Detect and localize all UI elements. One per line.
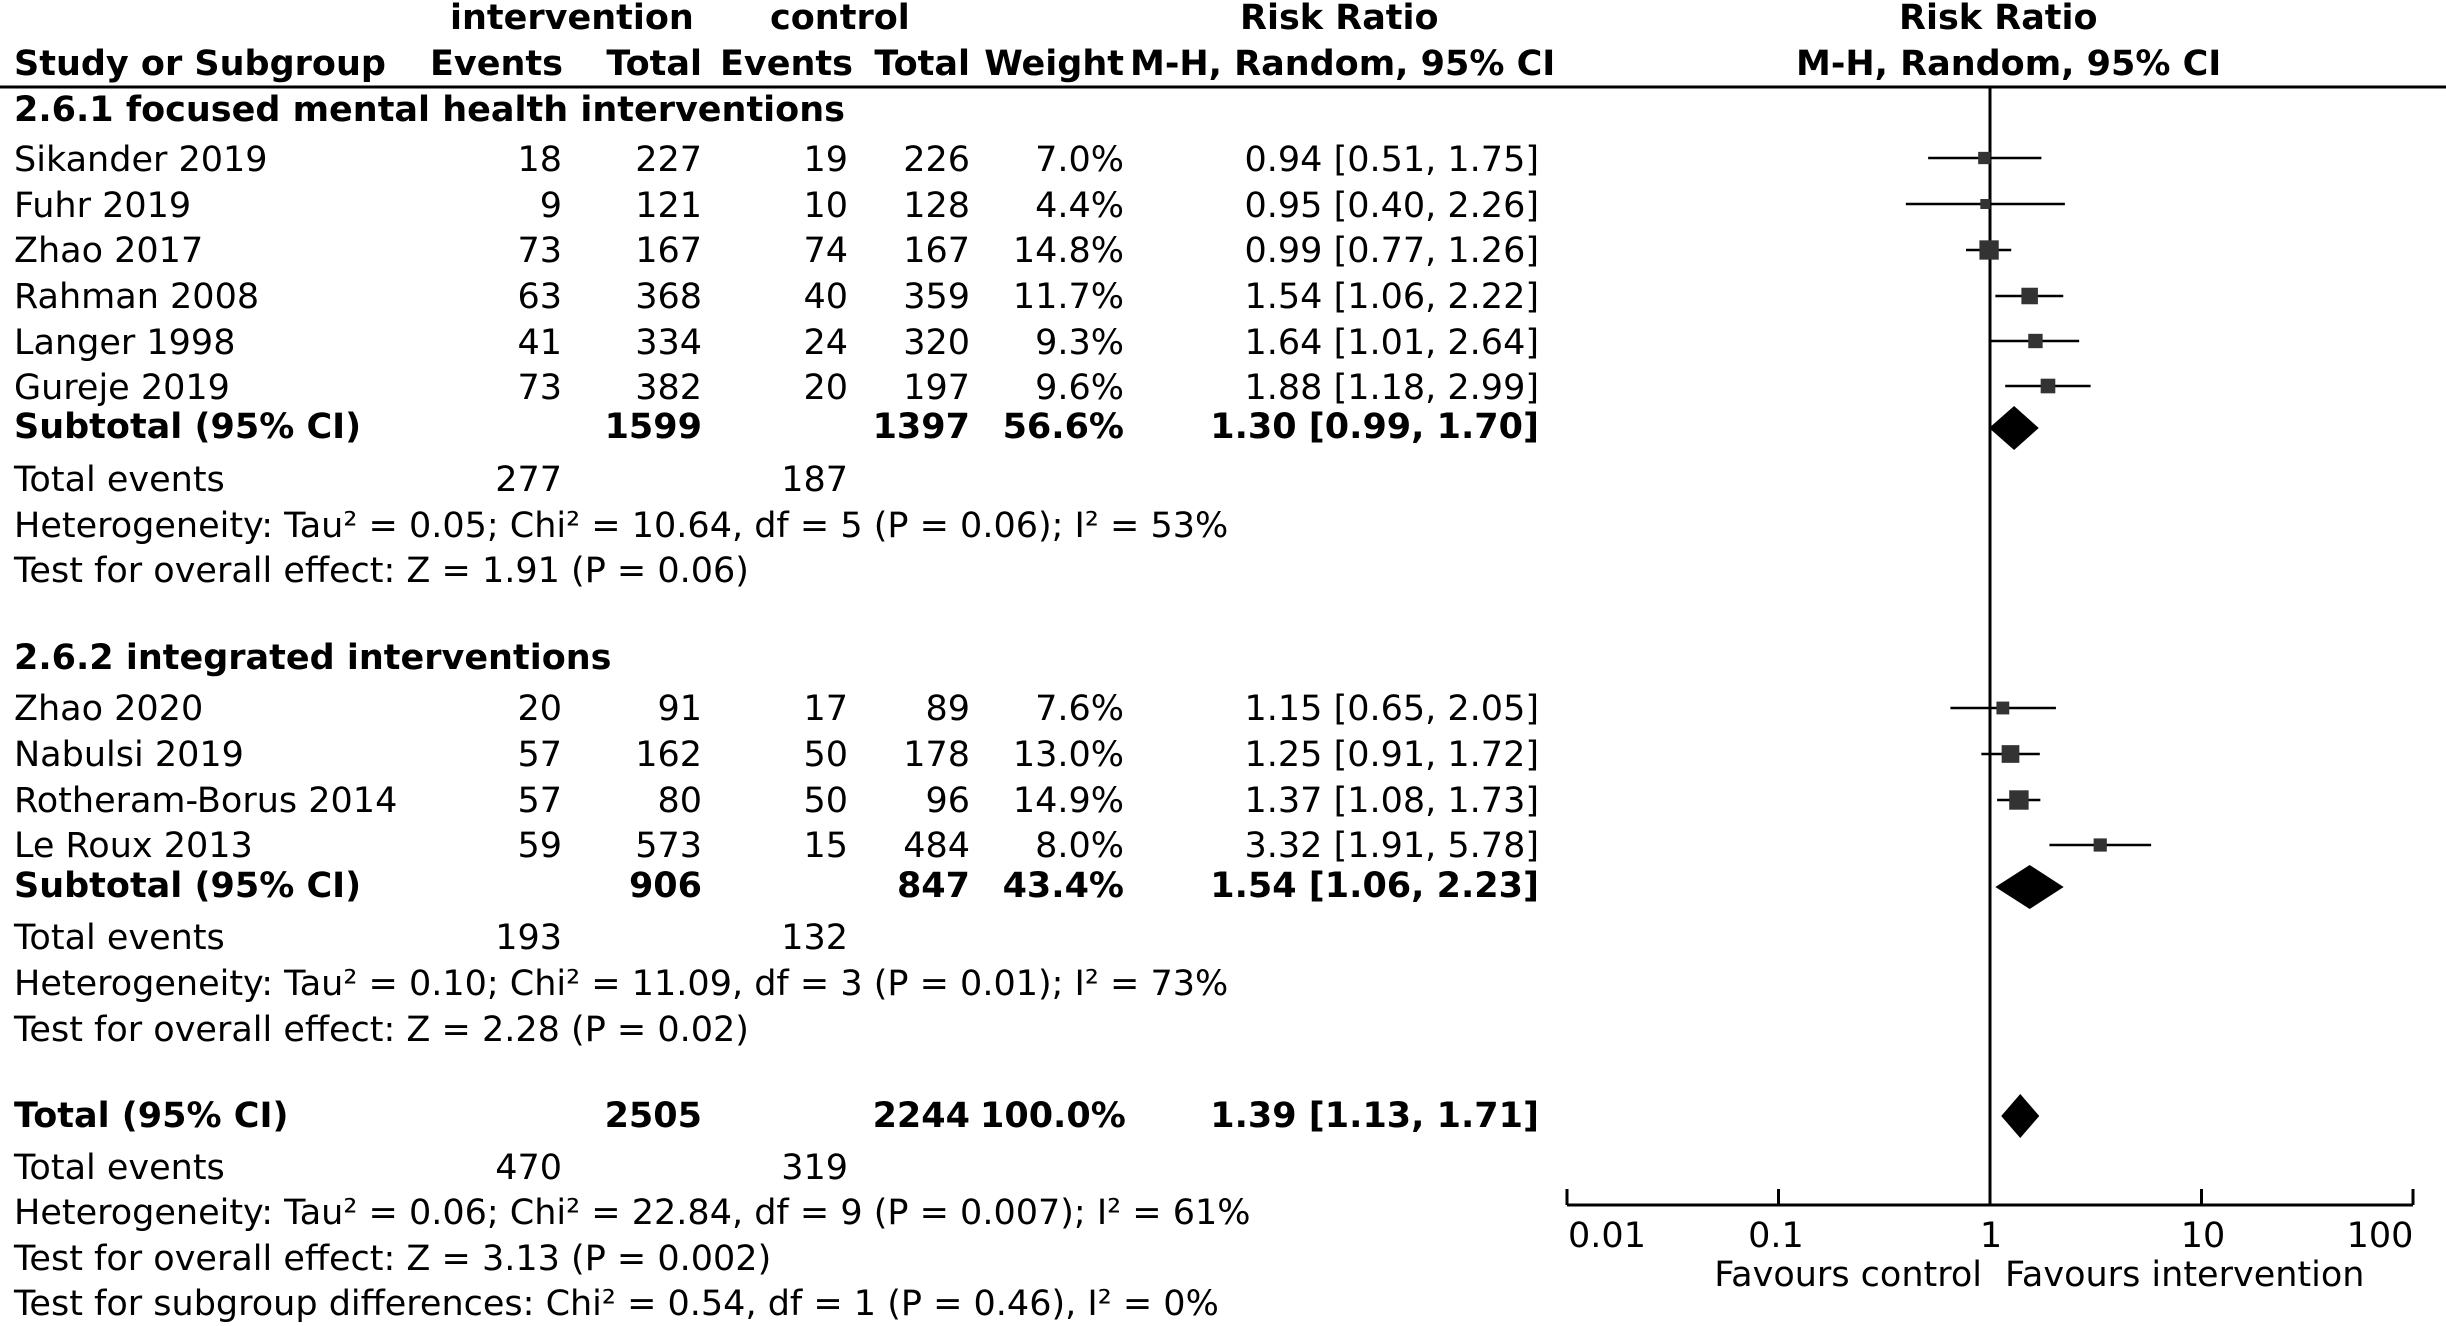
study-name: Sikander 2019 [14, 140, 268, 180]
study-column-header: Study or Subgroup [14, 44, 386, 84]
study-name: Le Roux 2013 [14, 826, 253, 866]
events1-cell: 63 [517, 277, 562, 317]
study-name: Gureje 2019 [14, 368, 230, 408]
subtotal-total2: 1397 [872, 407, 970, 447]
study-name: Rahman 2008 [14, 277, 260, 317]
total2-cell: 226 [903, 140, 970, 180]
total-events-label: Total events [14, 460, 225, 500]
group1-header: intervention [450, 0, 694, 38]
study-name: Rotheram-Borus 2014 [14, 781, 398, 821]
total-total1: 2505 [604, 1096, 702, 1136]
weight-cell: 9.6% [1035, 368, 1124, 408]
total1-cell: 573 [635, 826, 702, 866]
effect-marker [2028, 334, 2042, 348]
plot-subheader: M-H, Random, 95% CI [1796, 44, 2222, 84]
subtotal-label: Subtotal (95% CI) [14, 866, 362, 906]
total1-cell: 80 [657, 781, 702, 821]
subtotal-total1: 1599 [604, 407, 702, 447]
events2-cell: 17 [803, 689, 848, 729]
events1-column-header: Events [430, 44, 563, 84]
subtotal-label: Subtotal (95% CI) [14, 407, 362, 447]
total-events2: 319 [781, 1148, 848, 1188]
overall-effect-text: Test for overall effect: Z = 3.13 (P = 0.002) [14, 1239, 772, 1279]
weight-cell: 4.4% [1035, 186, 1124, 226]
axis-tick-label: 10 [2180, 1216, 2226, 1256]
ci-cell: 1.37 [1.08, 1.73] [1244, 781, 1539, 821]
heterogeneity-text: Heterogeneity: Tau² = 0.10; Chi² = 11.09, df = 3 (P = 0.01); I² = 73% [14, 964, 1229, 1004]
weight-column-header: Weight [984, 44, 1124, 84]
total1-cell: 121 [635, 186, 702, 226]
events2-column-header: Events [720, 44, 853, 84]
subtotal-ci: 1.30 [0.99, 1.70] [1210, 407, 1539, 447]
total2-cell: 128 [903, 186, 970, 226]
events1-cell: 57 [517, 781, 562, 821]
subgroup-differences-text: Test for subgroup differences: Chi² = 0.54, df = 1 (P = 0.46), I² = 0% [14, 1284, 1219, 1324]
total-events1: 277 [495, 460, 562, 500]
axis-tick-label: 100 [2346, 1216, 2414, 1256]
study-name: Fuhr 2019 [14, 186, 192, 226]
ci-cell: 1.54 [1.06, 2.22] [1244, 277, 1539, 317]
total-events2: 187 [781, 460, 848, 500]
total1-cell: 334 [635, 323, 702, 363]
axis-tick-label: 0.01 [1568, 1216, 1646, 1256]
favours-control-label: Favours control [1714, 1255, 1982, 1295]
plot-header: Risk Ratio [1899, 0, 2098, 38]
effect-marker [1978, 152, 1990, 164]
summary-diamond [2001, 1094, 2039, 1138]
events1-cell: 73 [517, 231, 562, 271]
events1-cell: 59 [517, 826, 562, 866]
ci-cell: 1.64 [1.01, 2.64] [1244, 323, 1539, 363]
events1-cell: 41 [517, 323, 562, 363]
ci-cell: 3.32 [1.91, 5.78] [1244, 826, 1539, 866]
events1-cell: 18 [517, 140, 562, 180]
study-name: Zhao 2020 [14, 689, 204, 729]
events2-cell: 20 [803, 368, 848, 408]
events2-cell: 24 [803, 323, 848, 363]
total2-cell: 178 [903, 735, 970, 775]
total-events1: 470 [495, 1148, 562, 1188]
effect-marker [2021, 288, 2038, 305]
total-total2: 2244 [872, 1096, 970, 1136]
total2-cell: 359 [903, 277, 970, 317]
ci-cell: 1.15 [0.65, 2.05] [1244, 689, 1539, 729]
events2-cell: 19 [803, 140, 848, 180]
weight-cell: 8.0% [1035, 826, 1124, 866]
total2-cell: 96 [925, 781, 970, 821]
total-events-label: Total events [14, 1148, 225, 1188]
effect-marker [1980, 199, 1990, 209]
subgroup-title: 2.6.2 integrated interventions [14, 638, 612, 678]
events2-cell: 10 [803, 186, 848, 226]
study-name: Nabulsi 2019 [14, 735, 244, 775]
effect-marker [2041, 379, 2056, 394]
ci-cell: 1.88 [1.18, 2.99] [1244, 368, 1539, 408]
total-events2: 132 [781, 918, 848, 958]
total-events-label: Total events [14, 918, 225, 958]
total-ci: 1.39 [1.13, 1.71] [1210, 1096, 1539, 1136]
total2-cell: 484 [903, 826, 970, 866]
total1-cell: 162 [635, 735, 702, 775]
total1-column-header: Total [606, 44, 702, 84]
weight-cell: 7.0% [1035, 140, 1124, 180]
ci-cell: 0.94 [0.51, 1.75] [1244, 140, 1539, 180]
ci-cell: 1.25 [0.91, 1.72] [1244, 735, 1539, 775]
total1-cell: 91 [657, 689, 702, 729]
effect-marker [1979, 240, 1998, 259]
axis-tick-label: 1 [1979, 1216, 2003, 1256]
ci-cell: 0.99 [0.77, 1.26] [1244, 231, 1539, 271]
subtotal-weight: 43.4% [1002, 866, 1124, 906]
overall-effect-text: Test for overall effect: Z = 2.28 (P = 0.02) [14, 1010, 749, 1050]
group2-header: control [770, 0, 910, 38]
total1-cell: 227 [635, 140, 702, 180]
ci-cell: 0.95 [0.40, 2.26] [1244, 186, 1539, 226]
weight-cell: 14.9% [1012, 781, 1124, 821]
ci-column-header: M-H, Random, 95% CI [1130, 44, 1556, 84]
total1-cell: 167 [635, 231, 702, 271]
overall-effect-text: Test for overall effect: Z = 1.91 (P = 0.06) [14, 551, 749, 591]
total2-cell: 197 [903, 368, 970, 408]
total1-cell: 368 [635, 277, 702, 317]
subtotal-total1: 906 [628, 866, 702, 906]
effect-marker [1996, 702, 2009, 715]
favours-intervention-label: Favours intervention [2005, 1255, 2365, 1295]
effect-marker [2094, 838, 2107, 851]
total-weight: 100.0% [980, 1096, 1126, 1136]
subtotal-weight: 56.6% [1002, 407, 1124, 447]
weight-cell: 9.3% [1035, 323, 1124, 363]
summary-diamond [1989, 406, 2039, 450]
total2-cell: 320 [903, 323, 970, 363]
study-name: Zhao 2017 [14, 231, 204, 271]
effect-header: Risk Ratio [1240, 0, 1439, 38]
events2-cell: 50 [803, 735, 848, 775]
events1-cell: 9 [539, 186, 562, 226]
effect-marker [2009, 790, 2028, 809]
axis-tick-label: 0.1 [1748, 1216, 1804, 1256]
total-events1: 193 [495, 918, 562, 958]
heterogeneity-text: Heterogeneity: Tau² = 0.05; Chi² = 10.64, df = 5 (P = 0.06); I² = 53% [14, 506, 1229, 546]
subtotal-total2: 847 [896, 866, 970, 906]
effect-marker [2002, 745, 2020, 763]
study-name: Langer 1998 [14, 323, 236, 363]
summary-diamond [1995, 865, 2063, 909]
weight-cell: 14.8% [1012, 231, 1124, 271]
events1-cell: 20 [517, 689, 562, 729]
weight-cell: 7.6% [1035, 689, 1124, 729]
total-label: Total (95% CI) [14, 1096, 289, 1136]
subtotal-ci: 1.54 [1.06, 2.23] [1210, 866, 1539, 906]
events1-cell: 73 [517, 368, 562, 408]
heterogeneity-text: Heterogeneity: Tau² = 0.06; Chi² = 22.84, df = 9 (P = 0.007); I² = 61% [14, 1193, 1251, 1233]
events2-cell: 50 [803, 781, 848, 821]
weight-cell: 13.0% [1012, 735, 1124, 775]
events2-cell: 40 [803, 277, 848, 317]
weight-cell: 11.7% [1012, 277, 1124, 317]
total1-cell: 382 [635, 368, 702, 408]
events2-cell: 74 [803, 231, 848, 271]
subgroup-title: 2.6.1 focused mental health interventions [14, 90, 845, 130]
total2-cell: 89 [925, 689, 970, 729]
events2-cell: 15 [803, 826, 848, 866]
events1-cell: 57 [517, 735, 562, 775]
total2-column-header: Total [874, 44, 970, 84]
total2-cell: 167 [903, 231, 970, 271]
